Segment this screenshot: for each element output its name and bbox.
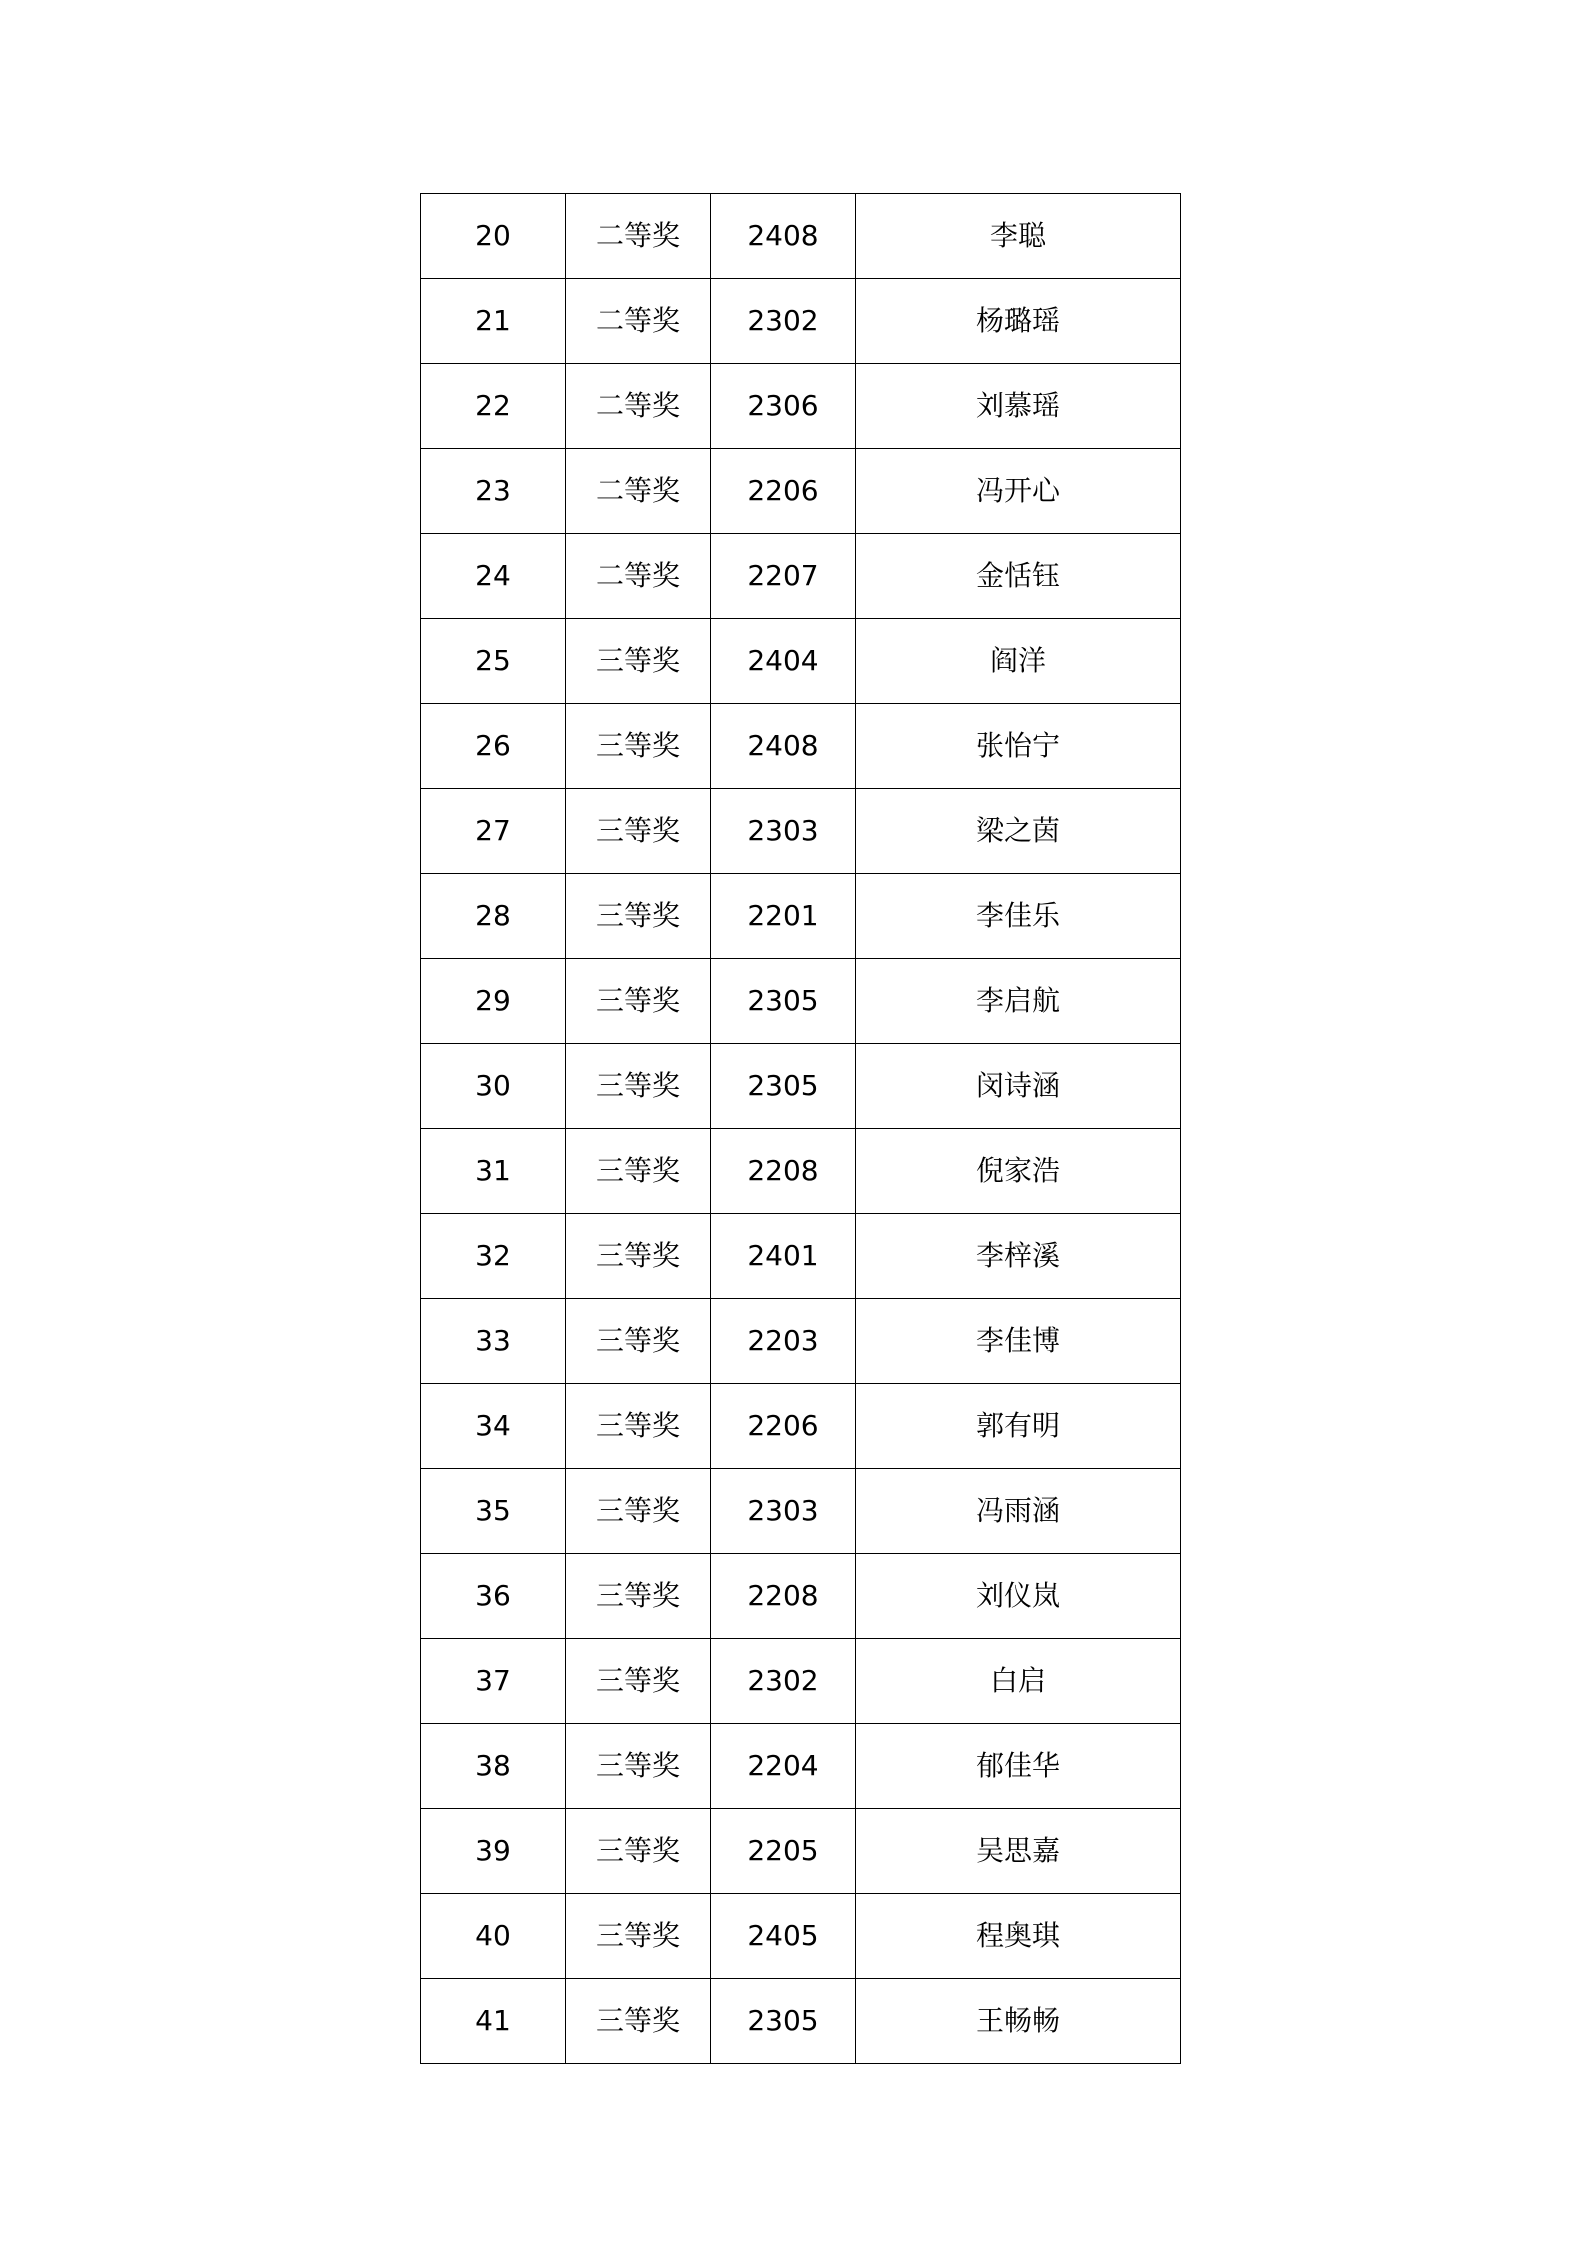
table-row <box>421 874 1181 959</box>
row-number-cell: 33 <box>421 1299 566 1384</box>
table-row <box>421 959 1181 1044</box>
class-code-cell: 2404 <box>711 619 856 704</box>
row-number-cell: 38 <box>421 1724 566 1809</box>
student-name-cell: 白启 <box>856 1639 1181 1724</box>
table-row <box>421 1809 1181 1894</box>
table-row <box>421 1214 1181 1299</box>
class-code-cell: 2206 <box>711 449 856 534</box>
table-row <box>421 279 1181 364</box>
table-row <box>421 194 1181 279</box>
class-code-cell: 2408 <box>711 704 856 789</box>
table-row <box>421 1554 1181 1639</box>
class-code-cell: 2208 <box>711 1129 856 1214</box>
class-code-cell: 2305 <box>711 959 856 1044</box>
table-row <box>421 1469 1181 1554</box>
prize-level-cell: 三等奖 <box>566 1894 711 1979</box>
prize-level-cell: 三等奖 <box>566 1809 711 1894</box>
student-name-cell: 张怡宁 <box>856 704 1181 789</box>
row-number-cell: 21 <box>421 279 566 364</box>
prize-level-cell: 二等奖 <box>566 534 711 619</box>
class-code-cell: 2405 <box>711 1894 856 1979</box>
student-name-cell: 阎洋 <box>856 619 1181 704</box>
student-name-cell: 倪家浩 <box>856 1129 1181 1214</box>
student-name-cell: 杨璐瑶 <box>856 279 1181 364</box>
row-number-cell: 27 <box>421 789 566 874</box>
prize-level-cell: 三等奖 <box>566 959 711 1044</box>
student-name-cell: 金恬钰 <box>856 534 1181 619</box>
prize-level-cell: 三等奖 <box>566 1639 711 1724</box>
row-number-cell: 26 <box>421 704 566 789</box>
student-name-cell: 闵诗涵 <box>856 1044 1181 1129</box>
class-code-cell: 2302 <box>711 1639 856 1724</box>
prize-level-cell: 三等奖 <box>566 789 711 874</box>
class-code-cell: 2401 <box>711 1214 856 1299</box>
class-code-cell: 2303 <box>711 1469 856 1554</box>
table-row <box>421 619 1181 704</box>
row-number-cell: 32 <box>421 1214 566 1299</box>
prize-level-cell: 三等奖 <box>566 1384 711 1469</box>
class-code-cell: 2207 <box>711 534 856 619</box>
class-code-cell: 2203 <box>711 1299 856 1384</box>
class-code-cell: 2208 <box>711 1554 856 1639</box>
row-number-cell: 22 <box>421 364 566 449</box>
table-row <box>421 704 1181 789</box>
prize-level-cell: 二等奖 <box>566 449 711 534</box>
student-name-cell: 李佳乐 <box>856 874 1181 959</box>
class-code-cell: 2201 <box>711 874 856 959</box>
table-row <box>421 364 1181 449</box>
table-row <box>421 1299 1181 1384</box>
awards-table <box>420 193 1181 2064</box>
student-name-cell: 李聪 <box>856 194 1181 279</box>
row-number-cell: 31 <box>421 1129 566 1214</box>
row-number-cell: 24 <box>421 534 566 619</box>
row-number-cell: 28 <box>421 874 566 959</box>
table-row <box>421 1639 1181 1724</box>
student-name-cell: 李启航 <box>856 959 1181 1044</box>
prize-level-cell: 三等奖 <box>566 1979 711 2064</box>
table-row <box>421 789 1181 874</box>
student-name-cell: 郭有明 <box>856 1384 1181 1469</box>
class-code-cell: 2306 <box>711 364 856 449</box>
table-row <box>421 1894 1181 1979</box>
row-number-cell: 41 <box>421 1979 566 2064</box>
student-name-cell: 郁佳华 <box>856 1724 1181 1809</box>
student-name-cell: 王畅畅 <box>856 1979 1181 2064</box>
prize-level-cell: 二等奖 <box>566 279 711 364</box>
row-number-cell: 35 <box>421 1469 566 1554</box>
prize-level-cell: 三等奖 <box>566 704 711 789</box>
table-row <box>421 449 1181 534</box>
table-row <box>421 1384 1181 1469</box>
row-number-cell: 37 <box>421 1639 566 1724</box>
class-code-cell: 2204 <box>711 1724 856 1809</box>
row-number-cell: 23 <box>421 449 566 534</box>
row-number-cell: 29 <box>421 959 566 1044</box>
class-code-cell: 2303 <box>711 789 856 874</box>
class-code-cell: 2302 <box>711 279 856 364</box>
row-number-cell: 34 <box>421 1384 566 1469</box>
prize-level-cell: 三等奖 <box>566 1554 711 1639</box>
student-name-cell: 程奥琪 <box>856 1894 1181 1979</box>
student-name-cell: 冯开心 <box>856 449 1181 534</box>
student-name-cell: 吴思嘉 <box>856 1809 1181 1894</box>
student-name-cell: 冯雨涵 <box>856 1469 1181 1554</box>
row-number-cell: 40 <box>421 1894 566 1979</box>
table-row <box>421 1044 1181 1129</box>
class-code-cell: 2305 <box>711 1979 856 2064</box>
prize-level-cell: 三等奖 <box>566 1214 711 1299</box>
row-number-cell: 20 <box>421 194 566 279</box>
row-number-cell: 30 <box>421 1044 566 1129</box>
student-name-cell: 李梓溪 <box>856 1214 1181 1299</box>
class-code-cell: 2205 <box>711 1809 856 1894</box>
prize-level-cell: 二等奖 <box>566 364 711 449</box>
row-number-cell: 36 <box>421 1554 566 1639</box>
class-code-cell: 2206 <box>711 1384 856 1469</box>
table-row <box>421 534 1181 619</box>
prize-level-cell: 三等奖 <box>566 874 711 959</box>
prize-level-cell: 三等奖 <box>566 1724 711 1809</box>
student-name-cell: 李佳博 <box>856 1299 1181 1384</box>
student-name-cell: 刘仪岚 <box>856 1554 1181 1639</box>
prize-level-cell: 二等奖 <box>566 194 711 279</box>
prize-level-cell: 三等奖 <box>566 1044 711 1129</box>
class-code-cell: 2408 <box>711 194 856 279</box>
student-name-cell: 刘慕瑶 <box>856 364 1181 449</box>
prize-level-cell: 三等奖 <box>566 619 711 704</box>
table-row <box>421 1129 1181 1214</box>
row-number-cell: 39 <box>421 1809 566 1894</box>
row-number-cell: 25 <box>421 619 566 704</box>
student-name-cell: 梁之茵 <box>856 789 1181 874</box>
prize-level-cell: 三等奖 <box>566 1469 711 1554</box>
class-code-cell: 2305 <box>711 1044 856 1129</box>
prize-level-cell: 三等奖 <box>566 1129 711 1214</box>
table-row <box>421 1724 1181 1809</box>
prize-level-cell: 三等奖 <box>566 1299 711 1384</box>
awards-table-body <box>421 194 1181 2064</box>
table-row <box>421 1979 1181 2064</box>
